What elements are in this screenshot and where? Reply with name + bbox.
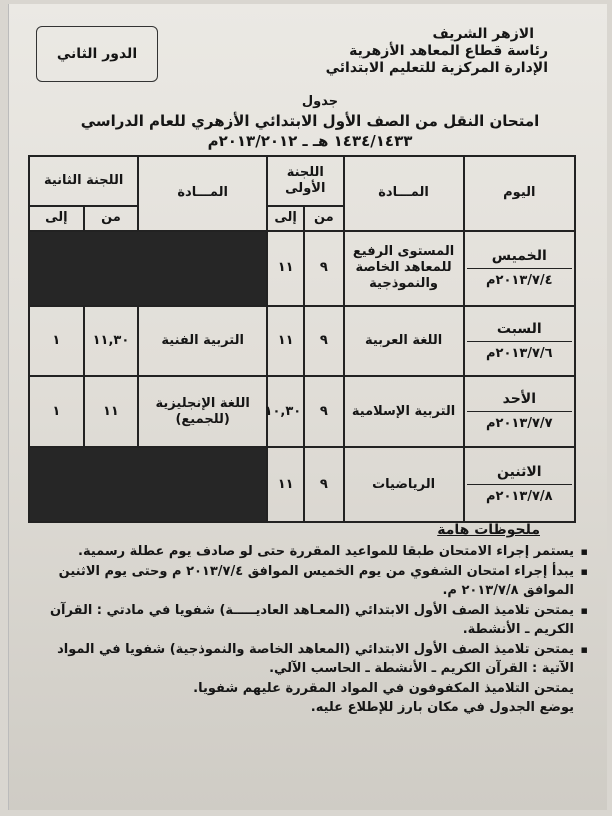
subject-2-cell: اللغة الإنجليزية (للجميع)	[138, 376, 267, 447]
day-date: ٢٠١٣/٧/٨م	[485, 489, 553, 505]
day-date: ٢٠١٣/٧/٦م	[485, 345, 553, 361]
subject-cell: المستوى الرفيع للمعاهد الخاصة والنموذجية	[344, 231, 464, 306]
header-line-3: الإدارة المركزية للتعليم الابتدائي	[325, 60, 548, 76]
day-name: الأحد	[467, 391, 572, 412]
c2-to-cell: ١	[29, 376, 84, 447]
table-header-row	[29, 156, 575, 206]
c2-from-cell: ١١,٣٠	[84, 306, 139, 377]
c1-to-cell: ١٠,٣٠	[267, 376, 304, 447]
header-c1-to: إلى	[267, 206, 304, 231]
day-name: السبت	[467, 321, 572, 342]
day-cell	[464, 376, 575, 447]
c1-from-cell: ٩	[304, 447, 343, 522]
header-line-2: رئاسة قطاع المعاهد الأزهرية	[349, 43, 548, 59]
table-row	[29, 376, 575, 447]
blank-shaded-cell	[29, 231, 267, 306]
blank-shaded-cell	[29, 447, 267, 522]
day-date: ٢٠١٣/٧/٤م	[485, 272, 553, 288]
c1-to-cell: ١١	[267, 306, 304, 377]
c1-from-cell: ٩	[304, 376, 343, 447]
header-subject: المـــادة	[344, 156, 464, 231]
subject-cell: التربية الإسلامية	[344, 376, 464, 447]
c1-from-cell: ٩	[304, 231, 343, 306]
round-label-box	[36, 26, 158, 82]
round-label: الدور الثاني	[56, 46, 138, 62]
c1-from-cell: ٩	[304, 306, 343, 377]
header-c2-from: من	[84, 206, 139, 231]
header-subject-2: المـــادة	[138, 156, 267, 231]
note-item: ▪ يستمر إجراء الامتحان طبقا للمواعيد المقررة حتى لو صادف يوم عطلة رسمية.	[28, 542, 588, 562]
day-cell	[464, 447, 575, 522]
title-line-1: جدول	[301, 94, 339, 109]
c1-to-cell: ١١	[267, 447, 304, 522]
notes-title: ملحوظات هامة	[437, 522, 540, 538]
c1-to-cell: ١١	[267, 231, 304, 306]
title-line-3: ١٤٣٤/١٤٣٣ هـ ـ ٢٠١٣/٢٠١٢م	[207, 132, 413, 150]
day-date: ٢٠١٣/٧/٧م	[485, 416, 553, 432]
table-row	[29, 306, 575, 377]
table-row	[29, 231, 575, 306]
note-item: ▪ يمتحن تلاميذ الصف الأول الابتدائي (المعاهد الخاصة والنموذجية) شفويا في المواد الآتية : القرآن الكريم ـ الأنشطة ـ الحاسب الآلي.	[28, 640, 588, 679]
title-line-2: امتحان النقل من الصف الأول الابتدائي الأزهري للعام الدراسي	[80, 112, 540, 130]
subject-cell: اللغة العربية	[344, 306, 464, 377]
header-line-1: الازهر الشريف	[432, 26, 534, 42]
day-cell	[464, 306, 575, 377]
subject-2-cell: التربية الفنية	[138, 306, 267, 377]
note-item: يوضع الجدول في مكان بارز للإطلاع عليه.	[310, 700, 574, 715]
header-day: اليوم	[464, 156, 575, 231]
day-cell	[464, 231, 575, 306]
day-name: الاثنين	[467, 464, 572, 485]
c2-from-cell: ١١	[84, 376, 139, 447]
note-item: ▪ يبدأ إجراء امتحان الشفوي من يوم الخميس الموافق ٢٠١٣/٧/٤ م وحتى يوم الاثنين الموافق ٢٠١٣/٧/٨ م.	[28, 562, 588, 601]
schedule-table	[28, 155, 576, 523]
note-item: يمتحن التلاميذ المكفوفون في المواد المقررة عليهم شفويا.	[193, 680, 574, 696]
header-c1-from: من	[304, 206, 343, 231]
day-name: الخميس	[467, 248, 572, 269]
c2-to-cell: ١	[29, 306, 84, 377]
header-c2-to: إلى	[29, 206, 84, 231]
subject-cell: الرياضيات	[344, 447, 464, 522]
header-committee-1: اللجنة الأولى	[267, 156, 343, 206]
notes-list	[28, 542, 588, 718]
header-block	[326, 26, 548, 77]
header-committee-2: اللجنة الثانية	[29, 156, 138, 206]
note-item: ▪ يمتحن تلاميذ الصف الأول الابتدائي (المعـاهد العاديـــــة) شفويا في مادتي : القرآن الكريم ـ الأنشطة.	[28, 601, 588, 640]
table-row	[29, 447, 575, 522]
